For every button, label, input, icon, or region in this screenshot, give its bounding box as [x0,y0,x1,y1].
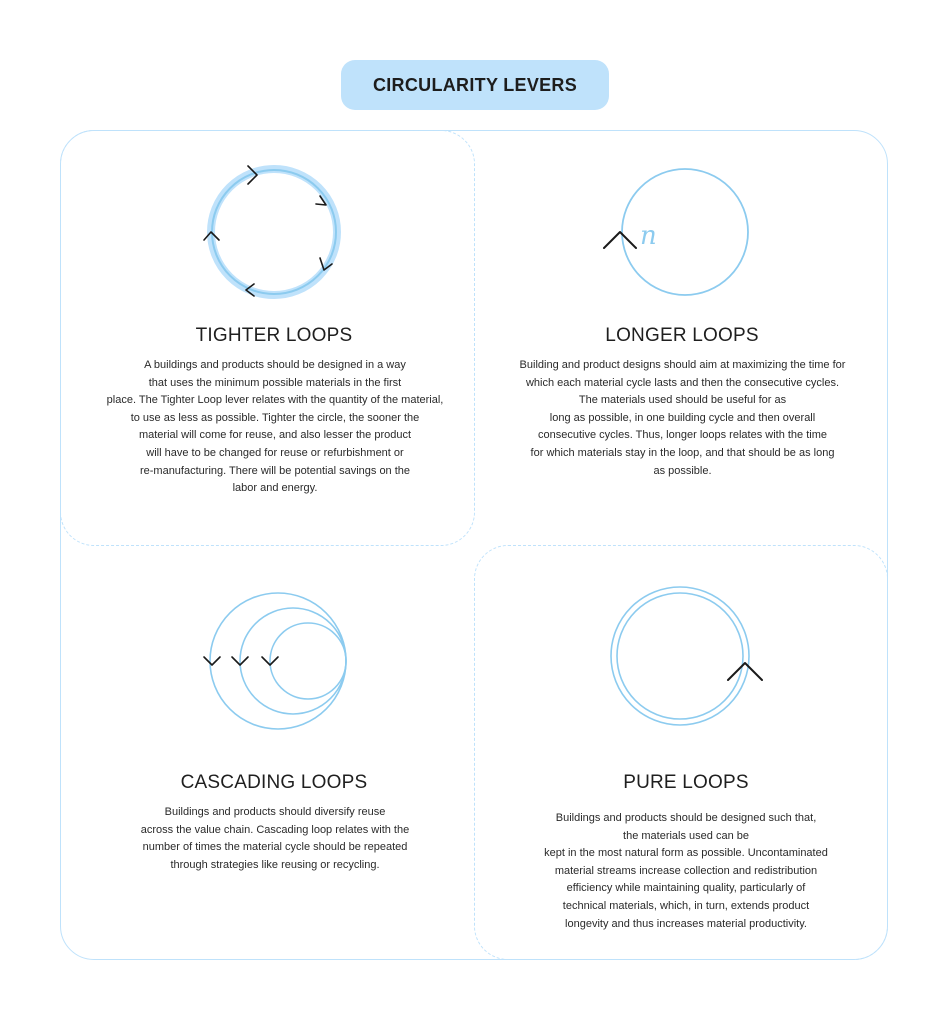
longer-loop-n-label: n [640,221,657,251]
pure-loops-line: material streams increase collection and redistribution [554,864,818,877]
tighter-loops-line: will have to be changed for reuse or refurbishment or [146,446,404,459]
cascading-loops-title: CASCADING LOOPS [180,772,368,793]
tighter-loops-line: place. The Tighter Loop lever relates with the quantity of the material, [106,394,444,407]
pure-loops-line: technical materials, which, in turn, extends product [562,899,810,912]
longer-loops-line: Building and product designs should aim at maximizing the time for [519,359,846,371]
longer-loops-title: LONGER LOOPS [605,325,759,346]
cascading-loop-small-ring [270,623,346,699]
pure-loop-icon [605,585,775,735]
longer-loops-description [480,357,885,480]
longer-loop-icon [600,160,760,310]
tighter-loop-inner-ring [212,170,336,294]
page-title: CIRCULARITY LEVERS [341,60,609,110]
cascading-loops-line: Buildings and products should diversify reuse [164,806,386,818]
tighter-loops-line: material will come for reuse, and also lesser the product [138,429,412,442]
cascading-loop-icon [198,585,358,745]
tighter-loop-icon [200,160,350,310]
pure-loops-line: efficiency while maintaining quality, particularly of [566,882,806,895]
tighter-loops-line: re-manufacturing. There will be potential savings on the [139,464,411,477]
longer-loop-arrow [604,232,636,248]
longer-loops-line: for which materials stay in the loop, and that should be as long [530,446,835,459]
tighter-loops-title: TIGHTER LOOPS [195,325,353,346]
longer-loops-line: which each material cycle lasts and then the consecutive cycles. [525,376,840,389]
longer-loops-line: as possible. [653,464,712,477]
longer-loops-line: The materials used should be useful for as [578,394,787,407]
pure-loops-line: longevity and thus increases material productivity. [565,917,807,930]
tighter-loops-description [70,357,480,498]
pure-loops-line: Buildings and products should be designed such that, [555,812,817,824]
pure-loops-description [486,810,886,933]
pure-loops-title: PURE LOOPS [623,772,749,793]
pure-loop-outer-ring [611,587,749,725]
pure-loops-line: kept in the most natural form as possible. Uncontaminated [544,847,828,860]
tighter-loops-line: labor and energy. [232,482,318,495]
longer-loops-line: consecutive cycles. Thus, longer loops relates with the time [538,429,827,442]
tighter-loops-line: that uses the minimum possible materials in the first [148,376,402,389]
cascading-loops-description [70,804,480,874]
longer-loops-line: long as possible, in one building cycle and then overall [549,411,816,424]
cascading-loop-medium-ring [240,608,346,714]
pure-loop-inner-ring [617,593,743,719]
cascading-loop-large-ring [210,593,346,729]
tighter-loops-line: to use as less as possible. Tighter the circle, the sooner the [130,411,420,424]
cascading-loops-line: across the value chain. Cascading loop relates with the [140,823,410,836]
cascading-loops-line: number of times the material cycle should be repeated [142,841,408,854]
tighter-loops-line: A buildings and products should be designed in a way [144,359,406,371]
cascading-loops-line: through strategies like reusing or recycling. [170,858,380,871]
cascading-loop-arrow-1 [204,657,220,665]
pure-loops-line: the materials used can be [623,829,749,842]
